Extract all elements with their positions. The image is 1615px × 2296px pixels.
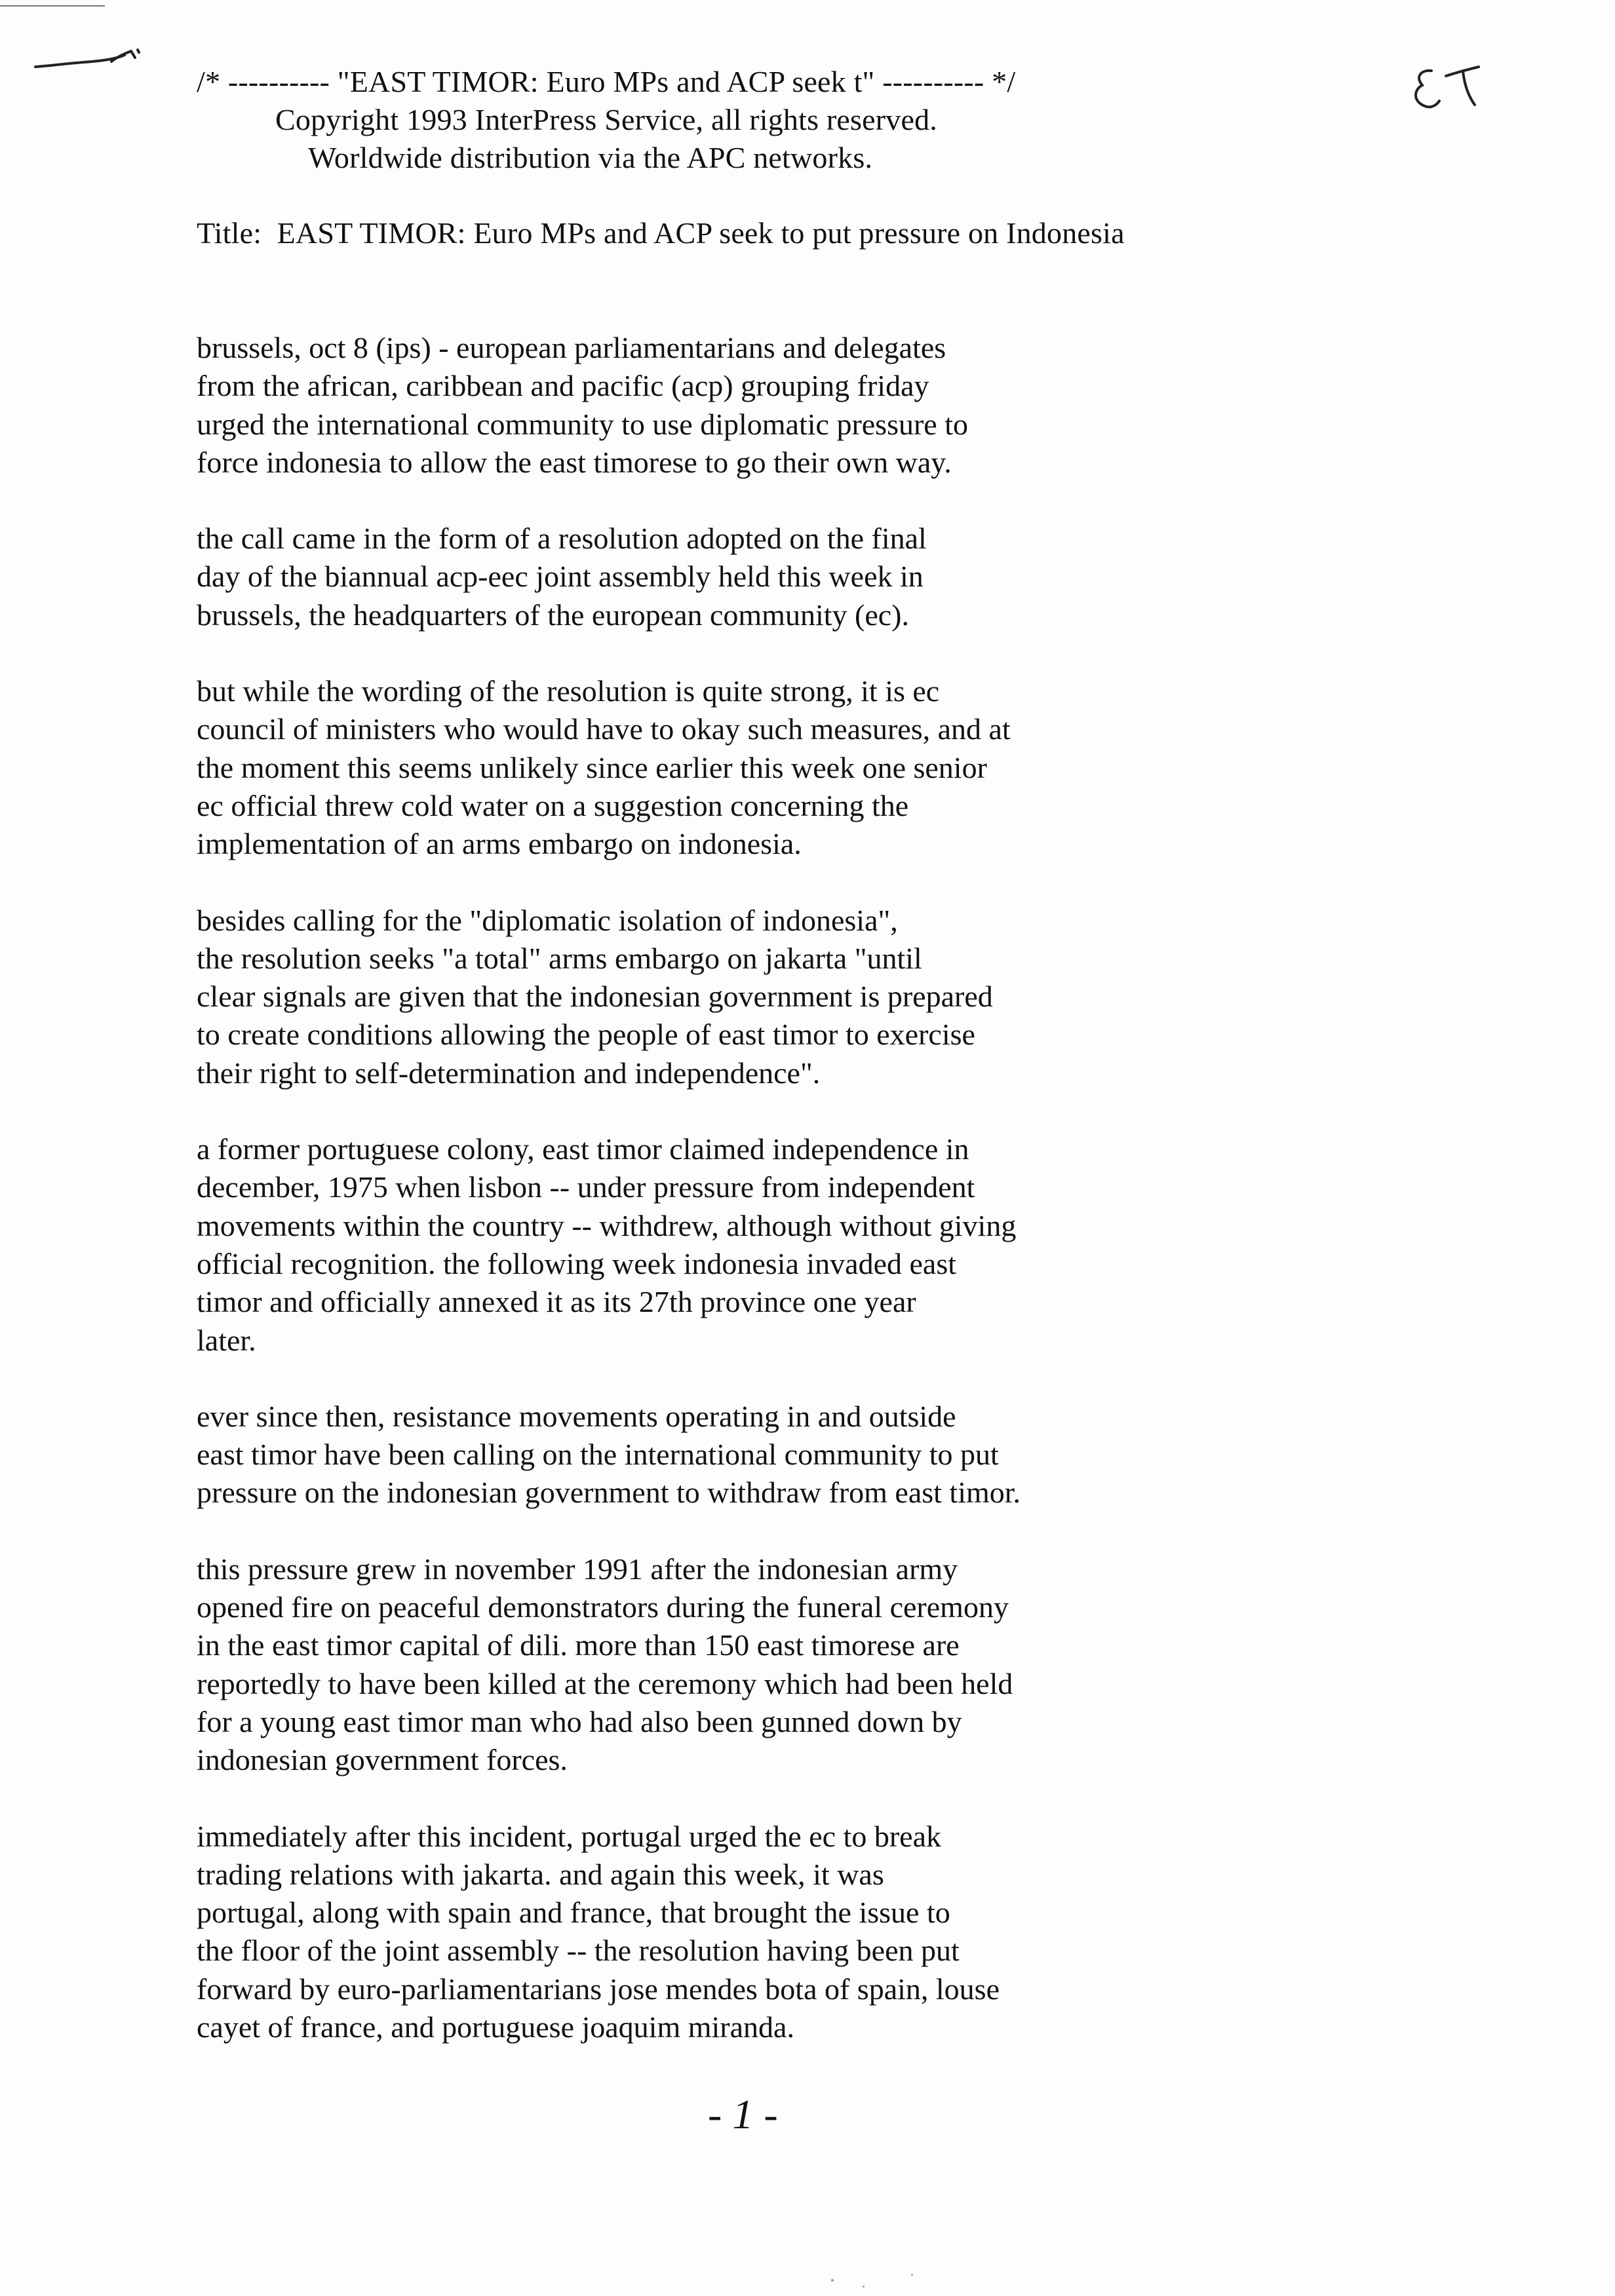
text-line: in the east timor capital of dili. more than 150 east timorese are [197,1628,960,1662]
text-line: indonesian government forces. [197,1743,568,1777]
text-line: forward by euro-parliamentarians jose mendes bota of spain, louse [197,1972,1000,2006]
scan-speck [831,2279,834,2282]
text-line: but while the wording of the resolution is quite strong, it is ec [197,674,940,708]
paragraph [197,1550,1376,1780]
handwritten-page-number: - 1 - [708,2091,778,2137]
scan-edge-line [0,5,105,7]
text-line: from the african, caribbean and pacific (acp) grouping friday [197,369,929,403]
text-line: ever since then, resistance movements operating in and outside [197,1399,956,1433]
text-line: a former portuguese colony, east timor claimed independence in [197,1132,969,1166]
text-line: the resolution seeks "a total" arms embargo on jakarta "until [197,941,922,975]
text-line: opened fire on peaceful demonstrators during the funeral ceremony [197,1590,1009,1624]
text-line: the floor of the joint assembly -- the resolution having been put [197,1934,960,1968]
distribution-notice: Worldwide distribution via the APC networks. [308,141,873,174]
text-line: their right to self-determination and independence". [197,1056,821,1090]
scan-speck [863,2286,865,2287]
document-header: /* ---------- "EAST TIMOR: Euro MPs and ACP seek t" ---------- */ [197,65,1016,98]
paragraph [197,1130,1376,1360]
text-line: force indonesia to allow the east timorese to go their own way. [197,445,952,479]
text-line: immediately after this incident, portugal urged the ec to break [197,1819,941,1853]
paragraph [197,672,1376,863]
text-line: movements within the country -- withdrew, although without giving [197,1208,1017,1242]
article-body [197,329,1376,2084]
text-line: trading relations with jakarta. and again this week, it was [197,1857,884,1891]
text-line: cayet of france, and portuguese joaquim miranda. [197,2010,794,2044]
text-line: the call came in the form of a resolution adopted on the final [197,522,927,556]
handwritten-squiggle-icon [33,43,144,76]
paragraph [197,1398,1376,1512]
text-line: brussels, oct 8 (ips) - european parliamentarians and delegates [197,331,946,364]
text-line: the moment this seems unlikely since earlier this week one senior [197,750,987,784]
paragraph [197,329,1376,482]
copyright-notice: Copyright 1993 InterPress Service, all rights reserved. [275,103,937,136]
text-line: east timor have been calling on the international community to put [197,1438,999,1472]
text-line: december, 1975 when lisbon -- under pressure from independent [197,1170,975,1204]
text-line: for a young east timor man who had also been gunned down by [197,1704,962,1738]
text-line: timor and officially annexed it as its 27th province one year [197,1285,916,1319]
text-line: ec official threw cold water on a suggestion concerning the [197,788,909,822]
text-line: day of the biannual acp-eec joint assembly held this week in [197,560,924,594]
text-line: clear signals are given that the indonesian government is prepared [197,980,993,1014]
text-line: portugal, along with spain and france, that brought the issue to [197,1896,950,1930]
paragraph [197,520,1376,634]
paragraph [197,902,1376,1092]
scan-speck [911,2274,913,2276]
handwritten-et-mark-icon [1403,59,1488,118]
paragraph [197,1818,1376,2047]
text-line: implementation of an arms embargo on indonesia. [197,827,802,861]
text-line: pressure on the indonesian government to withdraw from east timor. [197,1476,1021,1510]
document-title: Title: EAST TIMOR: Euro MPs and ACP seek to put pressure on Indonesia [197,216,1125,250]
text-line: to create conditions allowing the people of east timor to exercise [197,1018,975,1052]
text-line: brussels, the headquarters of the european community (ec). [197,598,909,632]
text-line: council of ministers who would have to okay such measures, and at [197,712,1011,746]
text-line: official recognition. the following week indonesia invaded east [197,1246,957,1280]
text-line: urged the international community to use diplomatic pressure to [197,407,968,441]
text-line: later. [197,1323,256,1357]
text-line: besides calling for the "diplomatic isolation of indonesia", [197,903,898,937]
text-line: this pressure grew in november 1991 after the indonesian army [197,1552,958,1586]
text-line: reportedly to have been killed at the ceremony which had been held [197,1666,1013,1700]
